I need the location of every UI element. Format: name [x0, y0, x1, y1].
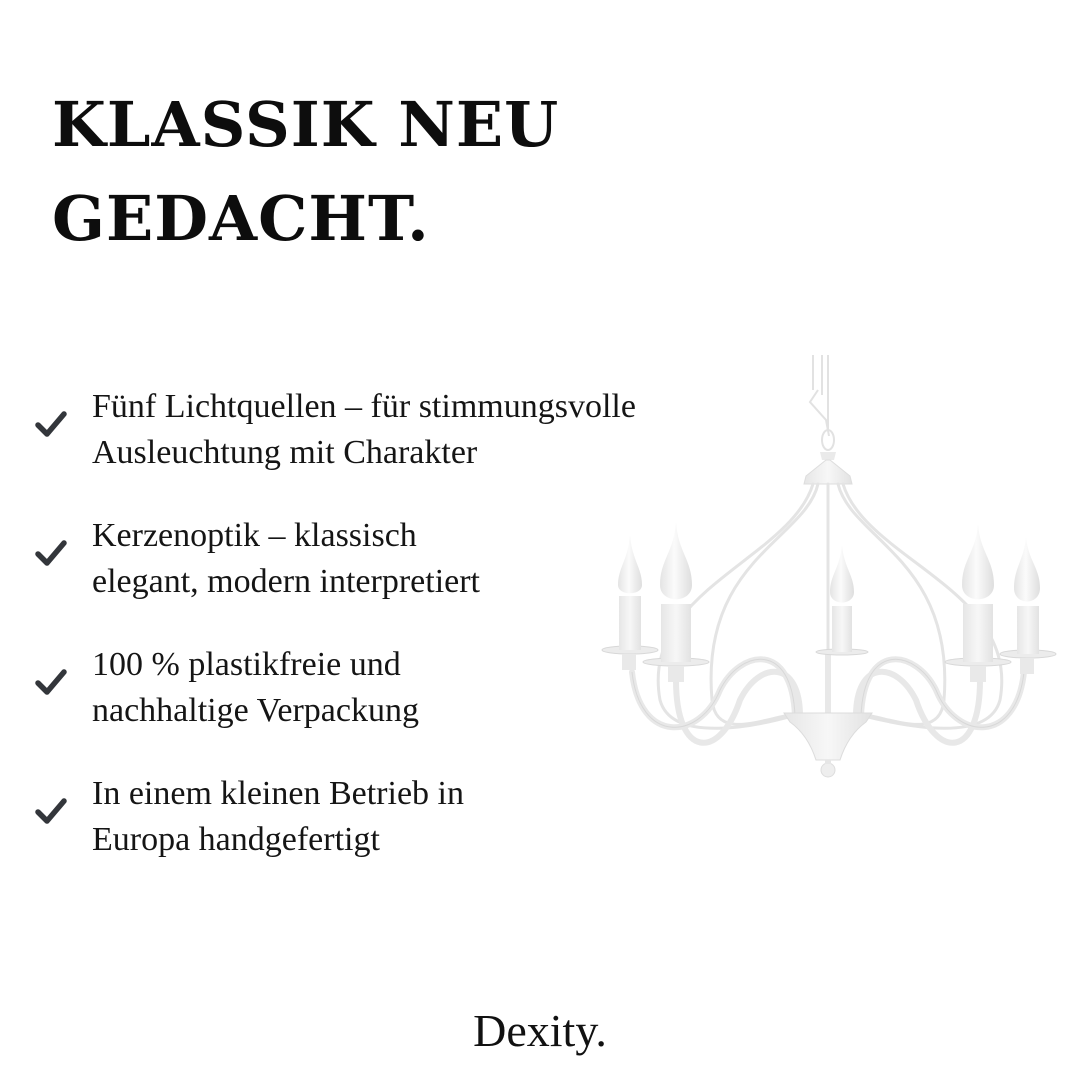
feature-text: [92, 513, 480, 605]
feature-line: nachhaltige Verpackung: [92, 692, 419, 729]
headline-line-2: GEDACHT.: [52, 182, 430, 255]
candle-1: [602, 535, 658, 670]
candle-4: [945, 524, 1011, 682]
feature-line: Fünf Lichtquellen – für stimmungsvolle: [92, 388, 636, 425]
bowl: [784, 713, 872, 777]
feature-line: Europa handgefertigt: [92, 821, 380, 858]
brand-logo: Dexity.: [473, 1005, 607, 1056]
feature-text: [92, 771, 464, 863]
feature-text: [92, 384, 636, 476]
check-icon: [33, 664, 69, 700]
check-icon: [33, 793, 69, 829]
headline-line-1: KLASSIK NEU: [52, 88, 560, 161]
headline: [52, 78, 559, 266]
check-icon: [33, 535, 69, 571]
feature-line: Kerzenoptik – klassisch: [92, 517, 417, 554]
feature-line: 100 % plastikfreie und: [92, 646, 401, 683]
candle-5: [1000, 537, 1056, 674]
feature-text: [92, 642, 419, 734]
canopy: [820, 452, 836, 460]
candle-2: [643, 522, 709, 682]
feature-line: elegant, modern interpretiert: [92, 563, 480, 600]
check-icon: [33, 406, 69, 442]
candle-3: [816, 545, 868, 655]
feature-line: In einem kleinen Betrieb in: [92, 775, 464, 812]
chain: [810, 355, 834, 450]
feature-line: Ausleuchtung mit Charakter: [92, 434, 478, 471]
chandelier-image: [596, 350, 1066, 790]
